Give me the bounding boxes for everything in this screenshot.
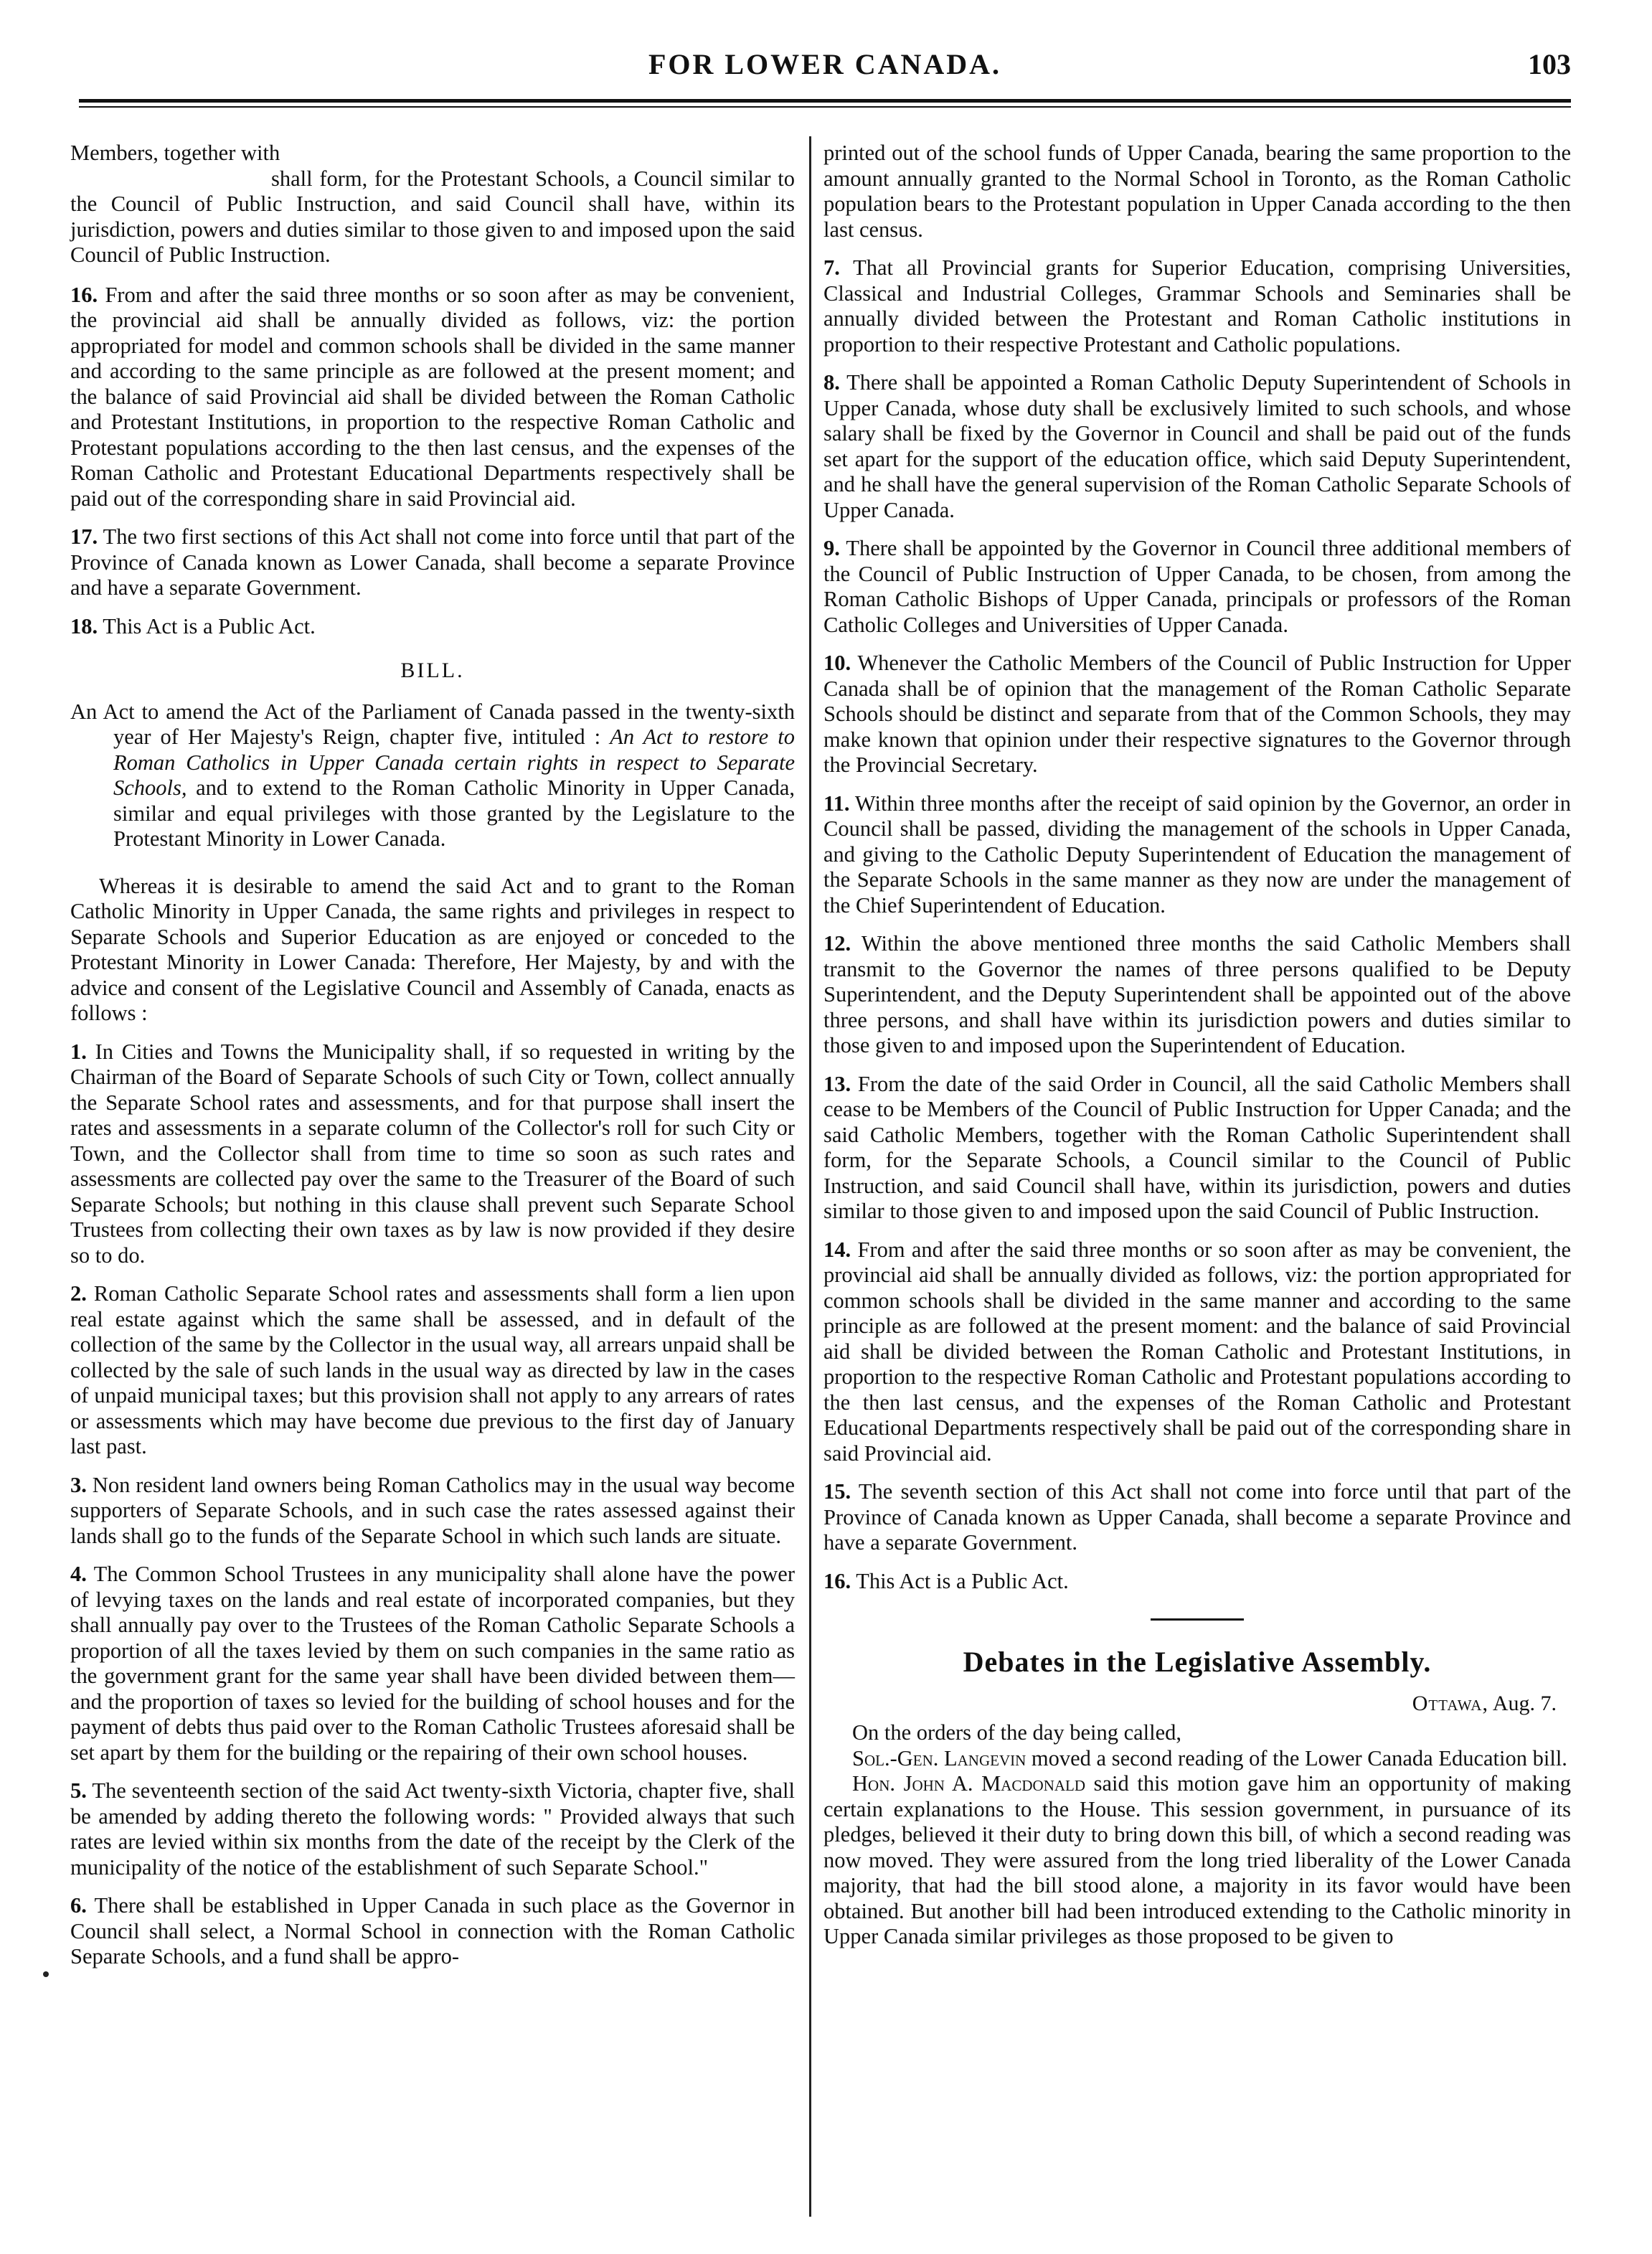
section-number: 5.	[70, 1778, 87, 1803]
section-16-left	[70, 283, 795, 512]
section-number: 16.	[70, 282, 98, 307]
header-rule-thin	[79, 106, 1571, 108]
section-number: 15.	[823, 1479, 851, 1504]
section-number: 16.	[823, 1568, 851, 1593]
section-number: 12.	[823, 931, 851, 956]
orders-line: On the orders of the day being called,	[852, 1720, 1182, 1745]
council-paragraph	[70, 141, 795, 268]
section-12	[823, 931, 1571, 1059]
act-title	[70, 699, 795, 852]
page-header	[79, 43, 1571, 86]
section-2	[70, 1281, 795, 1460]
dateline	[823, 1691, 1571, 1717]
section-text: The seventh section of this Act shall not come into force until that part of the Province of Canada known as Upper Canada, shall become a separate Province and have a separate Government.	[823, 1479, 1572, 1555]
section-number: 3.	[70, 1472, 87, 1497]
dateline-place: Ottawa,	[1412, 1691, 1488, 1715]
section-number: 2.	[70, 1281, 87, 1306]
act-title-part-a: An Act to amend the Act of the Parliament of Canada passed in the twenty-sixth year of Her Majesty's Reign, chapter five, intituled :	[70, 699, 795, 749]
right-column	[823, 141, 1571, 1950]
section-1	[70, 1039, 795, 1269]
section-text: This Act is a Public Act.	[856, 1568, 1069, 1593]
section-text: From and after the said three months or so soon after as may be convenient, the provincial aid shall be annually divided as follows, viz: the portion appropriated for common schools shall be divided in the same manner and according to the same principle as are followed at the present moment: and the balance of said Provincial aid shall be divided between the Roman Catholic and Protestant Institutions, in proportion to the respective Roman Catholic and Protestant populations according to the then last census, and the expenses of the Roman Catholic and Protestant Educational Departments respectively shall be paid out of the corresponding share in said Provincial aid.	[823, 1237, 1572, 1466]
langevin-motion	[823, 1746, 1571, 1772]
section-text: There shall be appointed by the Governor in Council three additional members of the Council of Public Instruction of Upper Canada, to be chosen, from among the Roman Catholic Bishops of Upper Canada, principals or professors of the Roman Catholic Colleges and Universities of Upper Canada.	[823, 536, 1571, 637]
section-number: 10.	[823, 651, 851, 675]
debates-heading: Debates in the Legislative Assembly.	[963, 1646, 1432, 1678]
bill-heading: BILL.	[400, 659, 465, 682]
act-title-part-b: and to extend to the Roman Catholic Minority in Upper Canada, similar and equal privileges with those granted by the Legislature to the Protestant Minority in Lower Canada.	[113, 775, 795, 851]
section-number: 14.	[823, 1237, 851, 1262]
section-text: From the date of the said Order in Council, all the said Catholic Members shall cease to be Members of the Council of Public Instruction for Upper Canada; and the said Catholic Members, together with the Roman Catholic Superintendent shall form, for the Separate Schools, a Council similar to the Council of Public Instruction, and said Council shall have, within its jurisdiction, powers and duties similar to those given to and imposed upon the said Council of Public Instruction.	[823, 1071, 1572, 1223]
section-11	[823, 791, 1571, 919]
header-rule-thick	[79, 99, 1571, 103]
left-column	[70, 141, 795, 1983]
section-number: 1.	[70, 1039, 87, 1064]
section-5	[70, 1778, 795, 1880]
section-4	[70, 1562, 795, 1765]
section-6-continued: printed out of the school funds of Upper Canada, bearing the same proportion to the amount annually granted to the Normal School in Toronto, as the Roman Catholic population bears to the Protestant population in Upper Canada according to the then last census.	[823, 141, 1571, 242]
council-lead: Members, together with	[70, 141, 280, 165]
section-text: That all Provincial grants for Superior Education, comprising Universities, Classical and Industrial Colleges, Grammar Schools and Seminaries shall be annually divided between the Protestant and Roman Catholic institutions in proportion to their respective Protestant and Catholic populations.	[823, 255, 1571, 357]
speech-text: moved a second reading of the Lower Canada Education bill.	[1031, 1745, 1567, 1770]
speech-text: said this motion gave him an opportunity of making certain explanations to the House. This session government, in pursuance of its pledges, believed it their duty to bring down this bill, of which a second reading was now moved. They were assured from the long tried liberality of the Lower Canada majority, that had the bill stood alone, a majority in its favor would have been obtained. But another bill had been introduced extending to the Catholic minority in Upper Canada similar privileges as those proposed to be given to	[823, 1771, 1572, 1948]
section-text: There shall be established in Upper Canada in such place as the Governor in Council shall select, a Normal School in connection with the Roman Catholic Separate Schools, and a fund shall be appro-	[70, 1893, 795, 1968]
section-number: 11.	[823, 791, 850, 816]
section-text: Whenever the Catholic Members of the Council of Public Instruction for Upper Canada shall be of opinion that the management of the Roman Catholic Separate Schools should be distinct and separate from that of the Common Schools, they may make known that opinion under their respective signatures to the Governor through the Provincial Secretary.	[823, 651, 1571, 777]
section-13	[823, 1072, 1571, 1225]
section-text: The Common School Trustees in any municipality shall alone have the power of levying taxes on the lands and real estate of incorporated companies, but they shall annually pay over to the Trustees of the Roman Catholic Separate Schools a proportion of all the taxes levied by them on such companies in the same ratio as the government grant for the same year shall have been divided between them—and the proportion of taxes so levied for the building of school houses and for the payment of debts thus paid over to the Roman Catholic Trustees aforesaid shall be set apart by them for the building or the repairing of their own school houses.	[70, 1562, 796, 1765]
page-number: 103	[1528, 48, 1571, 80]
section-number: 7.	[823, 255, 840, 280]
section-number: 18.	[70, 613, 98, 638]
section-text: From and after the said three months or so soon after as may be convenient, the provincial aid shall be annually divided as follows, viz: the portion appropriated for model and common schools shall be divided in the same manner and according to the same principle as are followed at the present moment; and the balance of said Provincial aid shall be divided between the Roman Catholic and Protestant Institutions, in proportion to the respective Roman Catholic and Protestant populations according to the then last census, and the expenses of the Roman Catholic and Protestant Educational Departments respectively shall be paid out of the corresponding share in said Provincial aid.	[70, 282, 796, 511]
section-9	[823, 536, 1571, 638]
whereas-clause: Whereas it is desirable to amend the said Act and to grant to the Roman Catholic Minority in Upper Canada, the same rights and privileges in respect to Separate Schools and Superior Education as are enjoyed or conceded to the Protestant Minority in Lower Canada: Therefore, Her Majesty, by and with the advice and consent of the Legislative Council and Assembly of Canada, enacts as follows :	[70, 873, 795, 1025]
macdonald-speech	[823, 1771, 1571, 1950]
margin-dot	[43, 1971, 49, 1977]
section-18-left	[70, 614, 795, 640]
section-14	[823, 1237, 1571, 1467]
section-7	[823, 255, 1571, 357]
speaker-name: Sol.-Gen. Langevin	[852, 1745, 1026, 1770]
section-15	[823, 1479, 1571, 1556]
section-text: Non resident land owners being Roman Catholics may in the usual way become supporters of Separate Schools, and in such case the rates assessed against their lands shall go to the funds of the Separate School in which such lands are situate.	[70, 1472, 796, 1548]
section-text: Roman Catholic Separate School rates and assessments shall form a lien upon real estate against which the same shall be assessed, and in default of the collection of the same by the Collector in the usual way, all arrears unpaid shall be collected by the sale of such lands in the usual way as directed by law in the cases of unpaid municipal taxes; but this provision shall not apply to any arrears of rates or assessments which may have become due previous to the first day of January last past.	[70, 1281, 796, 1458]
section-16-right	[823, 1569, 1571, 1595]
speaker-name: Hon. John A. Macdonald	[852, 1771, 1086, 1796]
section-number: 13.	[823, 1071, 851, 1096]
section-17-left	[70, 524, 795, 601]
running-title: FOR LOWER CANADA.	[648, 48, 1002, 80]
section-number: 17.	[70, 524, 98, 549]
act-title-italic: An Act to restore to Roman Catholics in Upper Canada certain rights in respect to Separate Schools,	[113, 725, 795, 800]
section-text: The seventeenth section of the said Act twenty-sixth Victoria, chapter five, shall be amended by adding thereto the following words: " Provided always that such rates are levied within six months from the date of the receipt by the Clerk of the municipality of the notice of the establishment of such Separate School."	[70, 1778, 796, 1880]
section-text: In Cities and Towns the Municipality shall, if so requested in writing by the Chairman of the Board of Separate Schools of such City or Town, collect annually the Separate School rates and assessments, and for that purpose shall insert the rates and assessments in a separate column of the Collector's roll for such City or Town, and the Collector shall from time to time so soon as such rates and assessments are collected pay over the same to the Treasurer of the Board of such Separate Schools; but nothing in this clause shall prevent such Separate School Trustees from collecting their own taxes as by law is now provided if they desire so to do.	[70, 1039, 796, 1268]
section-number: 8.	[823, 370, 840, 395]
council-text: shall form, for the Protestant Schools, a Council similar to the Council of Public Instruction, and said Council shall have, within its jurisdiction, powers and duties similar to those given to and imposed upon the said Council of Public Instruction.	[70, 166, 795, 267]
section-text: There shall be appointed a Roman Catholic Deputy Superintendent of Schools in Upper Canada, whose duty shall be exclusively limited to such schools, and whose salary shall be fixed by the Governor in Council and shall be paid out of the funds set apart for the support of the education office, which said Deputy Superintendent, and he shall have the general supervision of the Roman Catholic Separate Schools of Upper Canada.	[823, 370, 1571, 522]
section-text: The two first sections of this Act shall not come into force until that part of the Province of Canada known as Lower Canada, shall become a separate Province and have a separate Government.	[70, 524, 796, 600]
column-divider	[809, 136, 811, 2217]
section-separator	[1151, 1618, 1244, 1621]
section-number: 4.	[70, 1562, 87, 1586]
section-number: 9.	[823, 536, 840, 560]
section-number: 6.	[70, 1893, 87, 1918]
dateline-date: Aug. 7.	[1492, 1691, 1557, 1715]
section-text: Within the above mentioned three months the said Catholic Members shall transmit to the Governor the names of three persons qualified to be Deputy Superintendent, and the Deputy Superintendent shall be appointed out of the above three persons, and shall have within its jurisdiction powers and duties similar to those given to and imposed upon the Superintendent of Education.	[823, 931, 1571, 1057]
section-8	[823, 370, 1571, 523]
section-text: This Act is a Public Act.	[103, 613, 316, 638]
section-3	[70, 1473, 795, 1550]
section-text: Within three months after the receipt of said opinion by the Governor, an order in Council shall be passed, dividing the management of the schools in Upper Canada, and giving to the Catholic Deputy Superintendent of Education the management of the Separate Schools in the same manner as they now are under the management of the Chief Superintendent of Education.	[823, 791, 1571, 918]
section-10	[823, 651, 1571, 778]
section-6	[70, 1893, 795, 1970]
